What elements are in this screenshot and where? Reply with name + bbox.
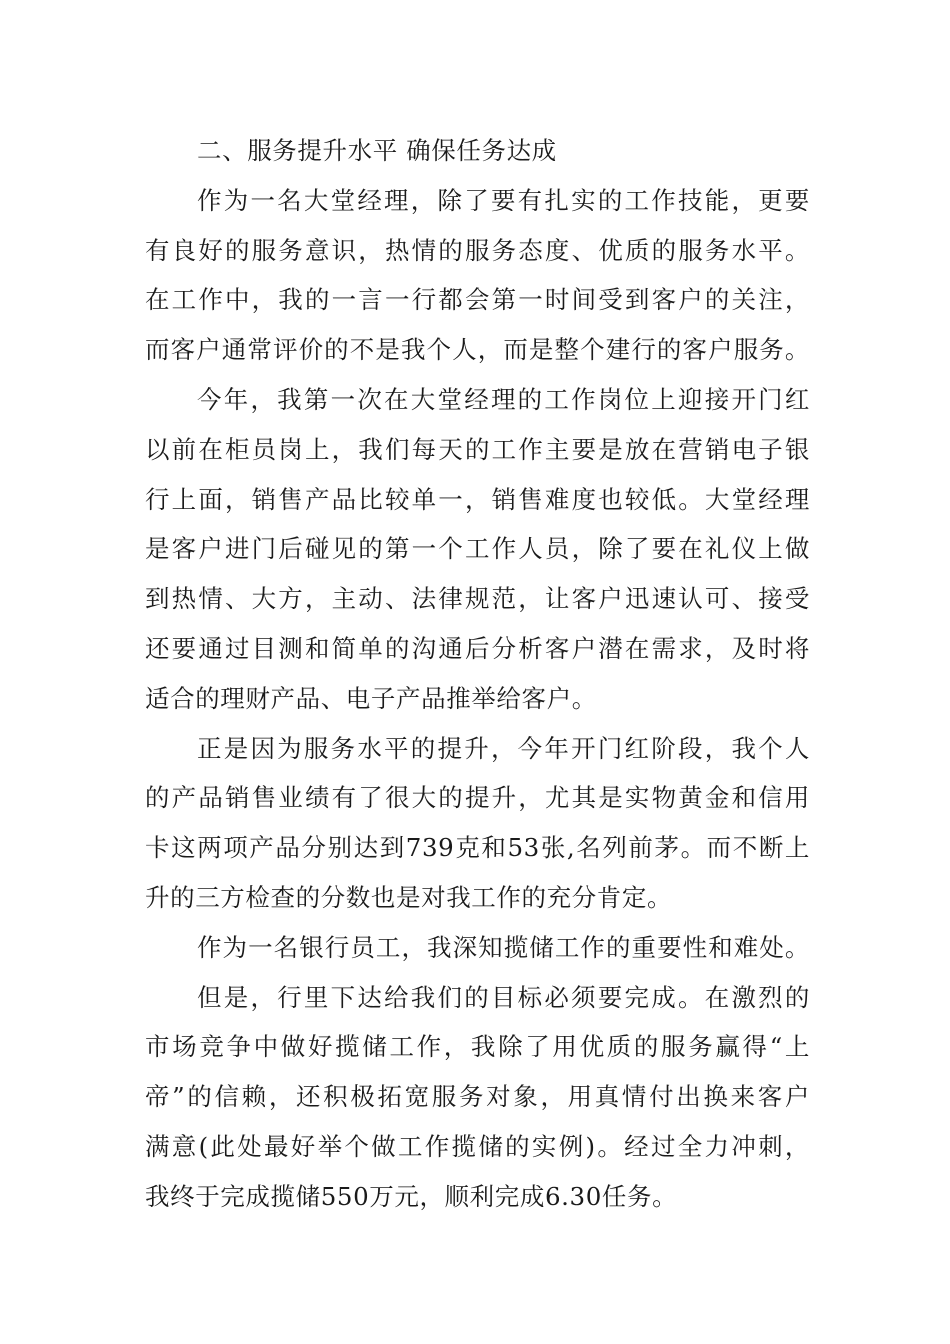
paragraph-line: 是客户进门后碰见的第一个工作人员，除了要在礼仪上做 xyxy=(145,534,810,564)
paragraph-2 xyxy=(145,375,810,724)
paragraph-line: 市场竞争中做好揽储工作，我除了用优质的服务赢得“上 xyxy=(145,1032,810,1062)
paragraph-line: 到热情、大方，主动、法律规范，让客户迅速认可、接受 xyxy=(145,584,810,614)
paragraph-5 xyxy=(145,973,810,1222)
paragraph-line: 帝”的信赖，还积极拓宽服务对象，用真情付出换来客户 xyxy=(145,1082,810,1112)
paragraph-line: 作为一名大堂经理，除了要有扎实的工作技能，更要 xyxy=(197,185,810,215)
paragraph-line: 正是因为服务水平的提升，今年开门红阶段，我个人 xyxy=(197,733,810,763)
paragraph-line: 适合的理财产品、电子产品推举给客户。 xyxy=(145,683,597,713)
paragraph-1 xyxy=(145,176,810,375)
paragraph-line: 满意(此处最好举个做工作揽储的实例)。经过全力冲刺， xyxy=(145,1131,810,1161)
paragraph-line: 但是，行里下达给我们的目标必须要完成。在激烈的 xyxy=(197,982,810,1012)
paragraph-4 xyxy=(145,923,810,973)
paragraph-line: 还要通过目测和简单的沟通后分析客户潜在需求，及时将 xyxy=(145,633,810,663)
section-heading: 二、服务提升水平 确保任务达成 xyxy=(197,136,557,165)
paragraph-line: 作为一名银行员工，我深知揽储工作的重要性和难处。 xyxy=(197,932,810,962)
paragraph-line: 在工作中，我的一言一行都会第一时间受到客户的关注， xyxy=(145,285,810,315)
paragraph-line: 我终于完成揽储550万元，顺利完成6.30任务。 xyxy=(145,1181,678,1211)
paragraph-line: 行上面，销售产品比较单一，销售难度也较低。大堂经理 xyxy=(145,484,810,514)
paragraph-line: 有良好的服务意识，热情的服务态度、优质的服务水平。 xyxy=(145,235,810,265)
paragraph-line: 而客户通常评价的不是我个人，而是整个建行的客户服务。 xyxy=(145,335,810,365)
document-body xyxy=(145,126,810,1222)
paragraph-3 xyxy=(145,724,810,923)
paragraph-line: 以前在柜员岗上，我们每天的工作主要是放在营销电子银 xyxy=(145,434,810,464)
paragraph-line: 升的三方检查的分数也是对我工作的充分肯定。 xyxy=(145,882,673,912)
paragraph-line: 卡这两项产品分别达到739克和53张,名列前茅。而不断上 xyxy=(145,833,810,863)
paragraph-line: 今年，我第一次在大堂经理的工作岗位上迎接开门红 xyxy=(197,384,810,414)
paragraph-line: 的产品销售业绩有了很大的提升，尤其是实物黄金和信用 xyxy=(145,783,810,813)
